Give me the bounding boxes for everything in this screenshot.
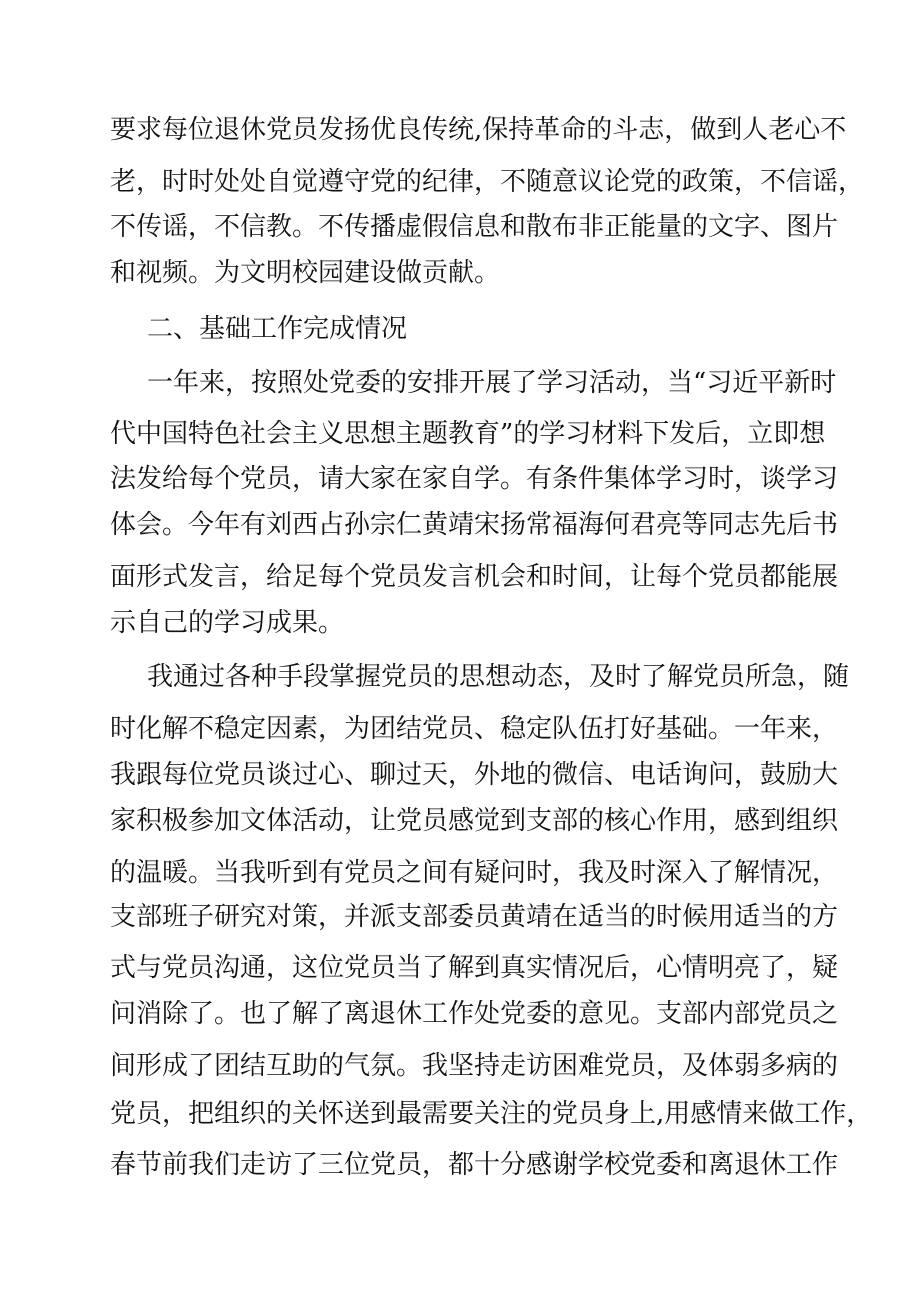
text-line: 不传谣，不信教。不传播虚假信息和散布非正能量的文字、图片 [110,212,839,242]
text-line: 我跟每位党员谈过心、聊过天，外地的微信、电话询问，鼓励大 [110,760,839,790]
text-line: 和视频。为文明校园建设做贡献。 [110,258,501,288]
text-line: 法发给每个党员，请大家在家自学。有条件集体学习时，谈学习 [110,464,839,494]
text-line: 老，时时处处自觉遵守党的纪律，不随意议论党的政策，不信谣， [110,167,865,197]
text-line: 时化解不稳定因素，为团结党员、稳定队伍打好基础。一年来， [110,714,839,744]
text-line: 体会。今年有刘西占孙宗仁黄靖宋扬常福海何君亮等同志先后书 [110,510,839,540]
text-line: 式与党员沟通，这位党员当了解到真实情况后，心情明亮了，疑 [110,953,839,983]
text-line: 的温暖。当我听到有党员之间有疑问时，我及时深入了解情况， [110,858,839,888]
text-line: 示自己的学习成果。 [110,608,345,638]
text-line: 代中国特色社会主义思想主题教育”的学习材料下发后，立即想 [110,419,826,449]
text-line: 家积极参加文体活动，让党员感觉到支部的核心作用，感到组织 [110,806,839,836]
text-line: 面形式发言，给足每个党员发言机会和时间，让每个党员都能展 [110,562,839,592]
text-line: 支部班子研究对策，并派支部委员黄靖在适当的时候用适当的方 [110,902,839,932]
text-line: 间形成了团结互助的气氛。我坚持走访困难党员，及体弱多病的 [110,1051,839,1081]
text-line: 一年来，按照处党委的安排开展了学习活动，当“习近平新时 [147,368,837,398]
text-line: 春节前我们走访了三位党员，都十分感谢学校党委和离退休工作 [110,1150,839,1180]
text-line: 要求每位退休党员发扬优良传统,保持革命的斗志，做到人老心不 [110,115,847,145]
text-line: 我通过各种手段掌握党员的思想动态，及时了解党员所急，随 [147,662,850,692]
text-line: 问消除了。也了解了离退休工作处党委的意见。支部内部党员之 [110,999,839,1029]
section-heading: 二、基础工作完成情况 [147,314,408,344]
text-line: 党员，把组织的关怀送到最需要关注的党员身上,用感情来做工作， [110,1099,873,1129]
